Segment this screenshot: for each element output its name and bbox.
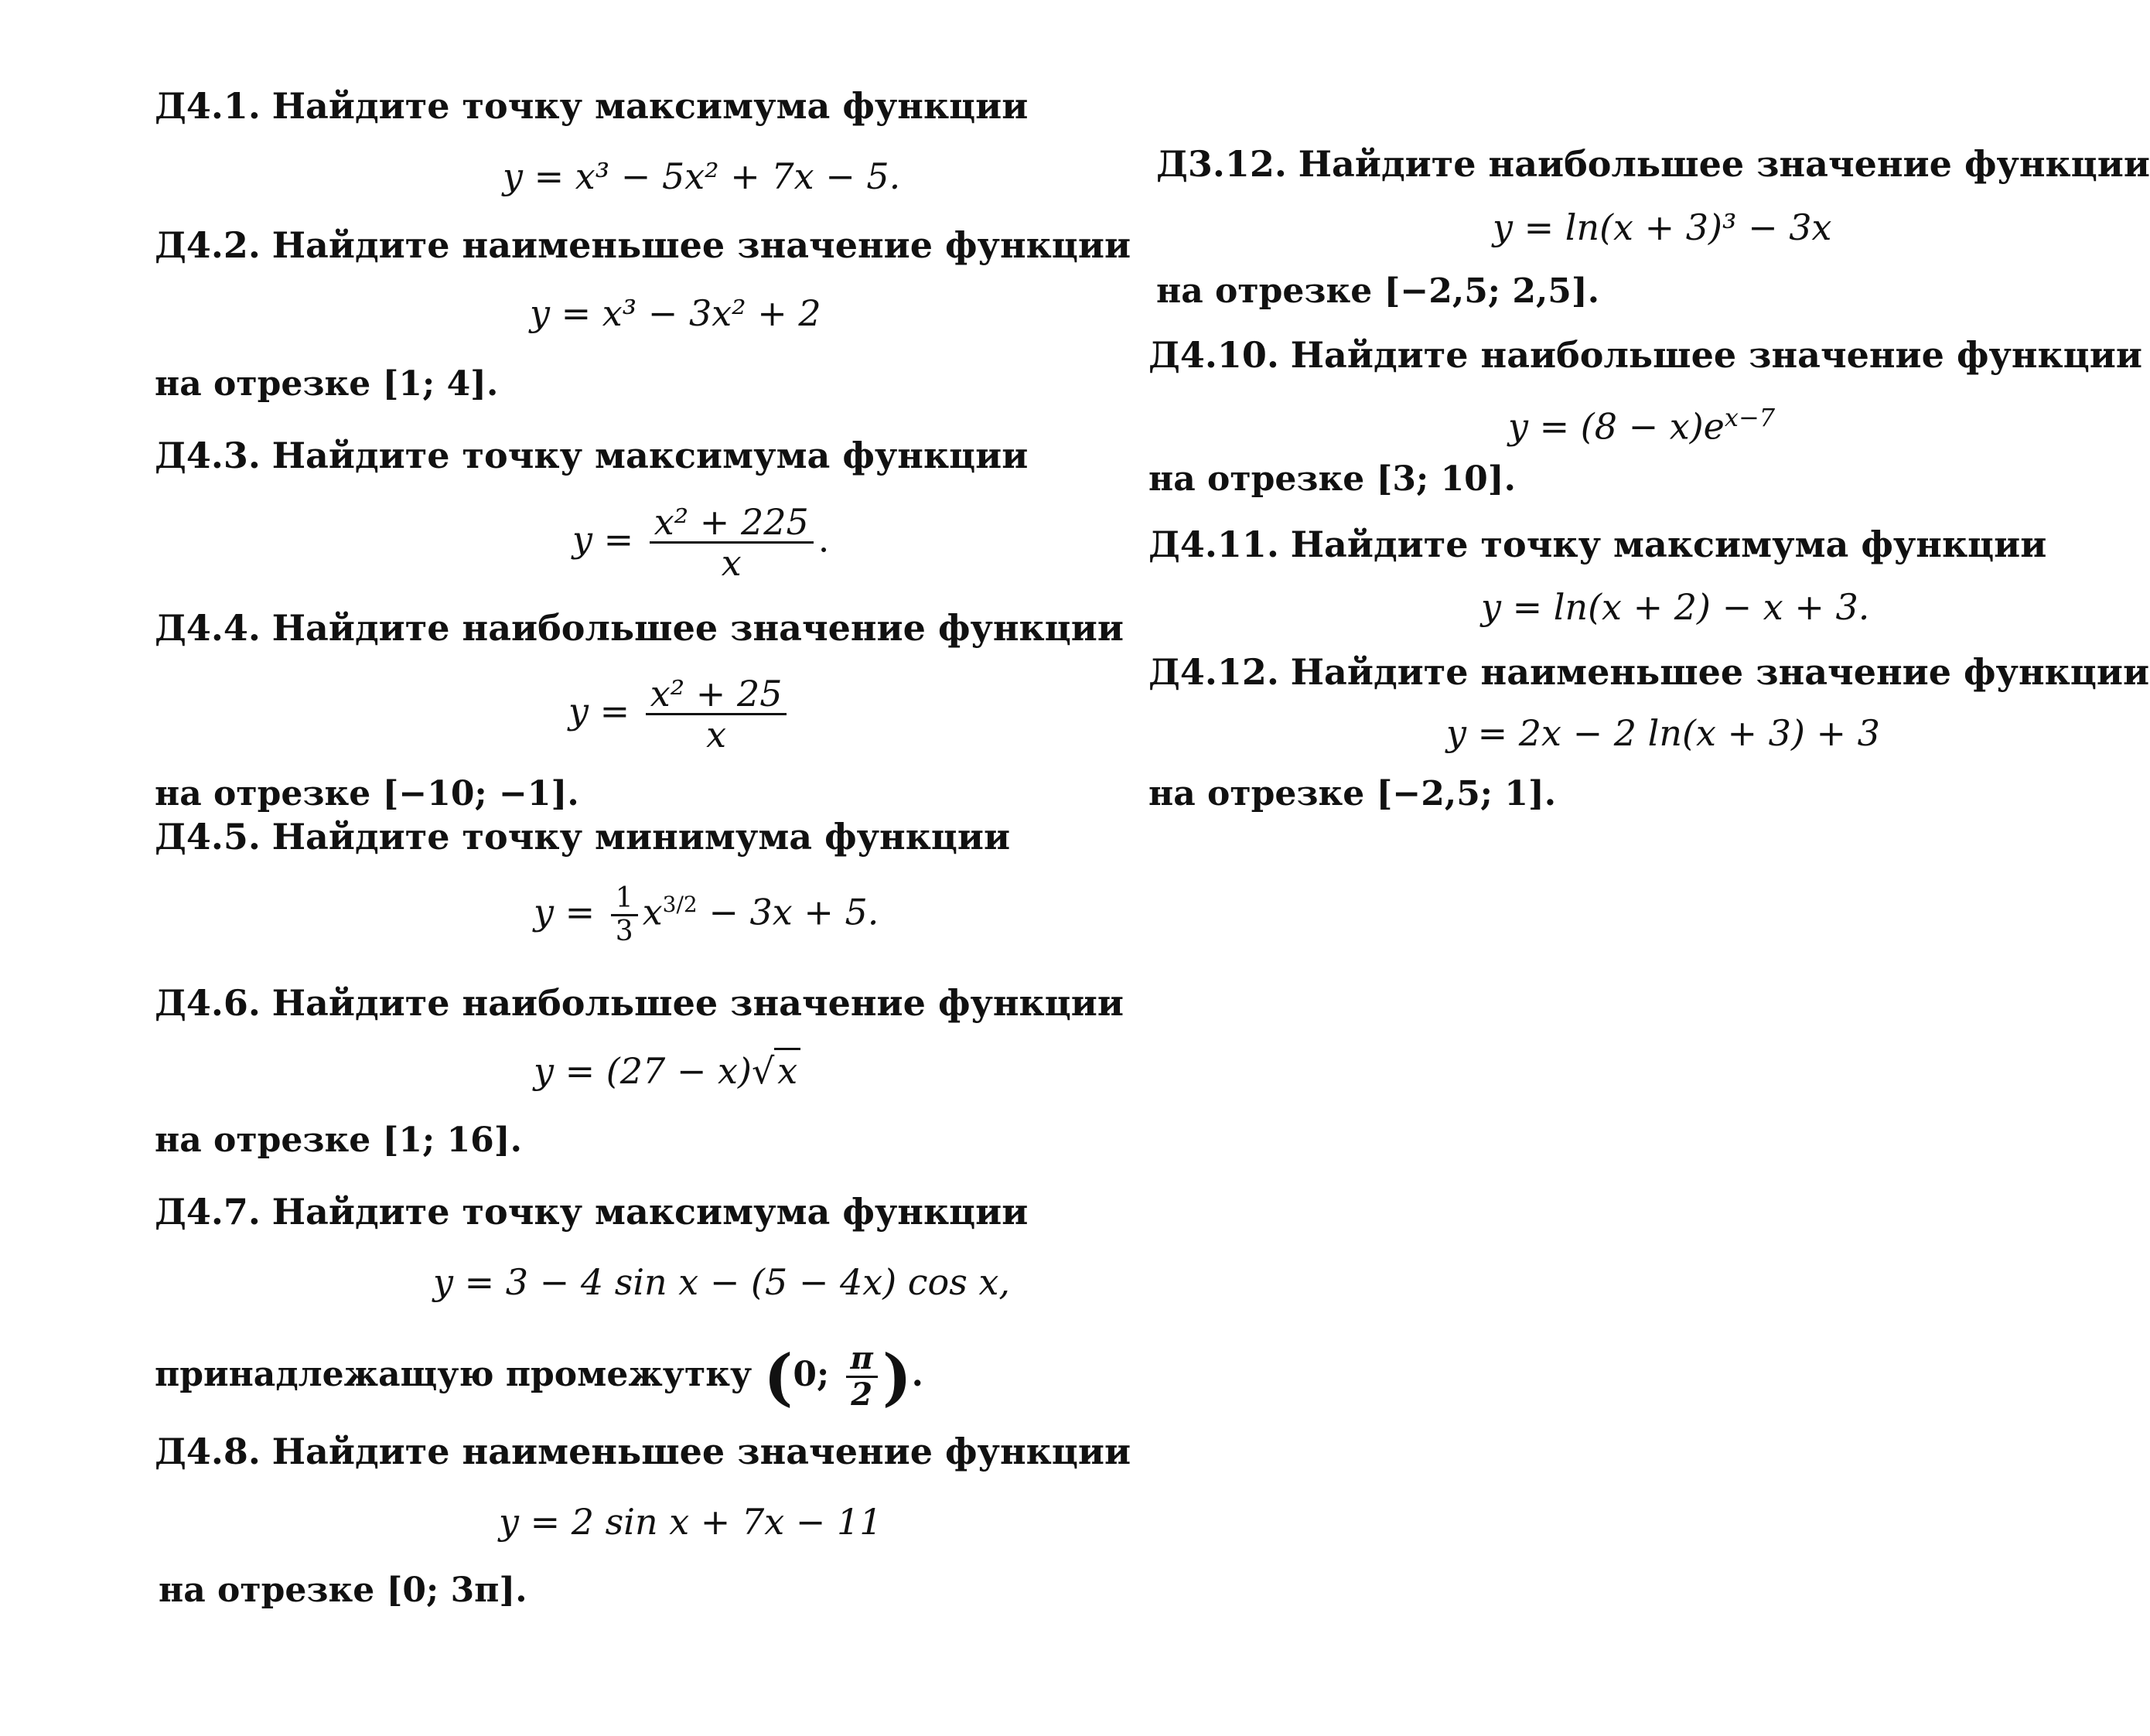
problem-d3-12-range: на отрезке [−2,5; 2,5]. [1156,271,1600,311]
two: 2 [851,1376,873,1413]
problem-d4-4-heading [155,607,1124,649]
problem-d4-4-formula [568,674,791,754]
problem-d4-10-formula [1508,394,1775,449]
fraction-numerator: x² + 225 [650,503,814,544]
interval-left: 0; [793,1355,830,1394]
problem-text: Найдите наибольшее значение функции [1298,143,2150,185]
problem-d4-5-heading [155,816,1010,858]
formula-lhs: y = (27 − x) [534,1050,752,1092]
formula-base: y = (8 − x)e [1508,405,1725,448]
interval-close-paren: ) [882,1340,912,1414]
exponent: 3/2 [662,892,698,917]
problem-d4-10-heading [1148,334,2142,376]
problem-d4-4-range: на отрезке [−10; −1]. [155,774,579,813]
problem-number: Д3.12. [1156,143,1287,185]
problem-d4-7-heading [155,1191,1028,1233]
problem-number: Д4.7. [155,1191,261,1233]
problem-d4-8-formula: y = 2 sin x + 7x − 11 [499,1501,882,1543]
problem-d4-11-formula: y = ln(x + 2) − x + 3. [1481,586,1870,628]
problem-text: Найдите точку максимума функции [1290,524,2047,565]
problem-d4-2-range: на отрезке [1; 4]. [155,364,499,404]
problem-text: Найдите наибольшее значение функции [271,607,1124,649]
problem-d4-8-range: на отрезке [0; 3π]. [159,1571,527,1610]
problem-d4-7-formula: y = 3 − 4 sin x − (5 − 4x) cos x, [433,1261,1011,1303]
problem-number: Д4.1. [155,85,261,127]
fraction-denominator: x [706,714,727,755]
problem-d4-12-range: на отрезке [−2,5; 1]. [1148,774,1557,813]
problem-number: Д4.12. [1148,651,1279,693]
formula-lhs: y = [568,690,630,732]
problem-text: Найдите наибольшее значение функции [1290,334,2142,376]
problem-text: Найдите наименьшее значение функции [271,224,1131,266]
problem-d4-3-formula [572,503,829,582]
formula-lhs: y = [572,518,634,561]
problem-d4-12-formula: y = 2x − 2 ln(x + 3) + 3 [1446,712,1880,754]
problem-text: Найдите наименьшее значение функции [1290,651,2150,693]
pi: π [846,1342,878,1378]
formula-end: . [817,518,830,561]
problem-text: Найдите наибольшее значение функции [271,982,1124,1024]
problem-d4-12-heading [1148,651,2149,693]
fraction [650,503,814,582]
problem-d4-1-formula: y = x³ − 5x² + 7x − 5. [503,155,901,197]
problem-d4-2-heading [155,224,1131,266]
problem-number: Д4.3. [155,435,261,476]
problem-number: Д4.4. [155,607,261,649]
range-text: принадлежащую промежутку [155,1355,752,1394]
problem-number: Д4.5. [155,816,261,858]
problem-d3-12-formula: y = ln(x + 3)³ − 3x [1493,206,1832,248]
problem-text: Найдите точку максимума функции [271,435,1029,476]
problem-number: Д4.10. [1148,334,1279,376]
formula-rest: − 3x + 5. [708,891,879,933]
formula-lhs: y = [534,891,596,933]
formula-exponent: x−7 [1724,403,1776,432]
problem-text: Найдите точку максимума функции [271,1191,1029,1233]
problem-d4-1-heading [155,85,1028,127]
coef-numerator: 1 [611,883,638,916]
coef-denominator: 3 [615,915,633,947]
problem-d4-7-range: принадлежащую промежутку (0; $\frac{\pi}{2}$ ). [155,1340,923,1414]
coefficient-fraction [611,883,638,947]
fraction-numerator: x² + 25 [646,674,787,715]
problem-d4-6-range: на отрезке [1; 16]. [155,1120,522,1160]
problem-d3-12-heading [1156,143,2150,185]
variable: x [642,891,663,933]
fraction [646,674,787,754]
fraction-denominator: x [721,542,742,584]
problem-d4-6-heading [155,982,1124,1024]
problem-number: Д4.11. [1148,524,1279,565]
problem-d4-2-formula: y = x³ − 3x² + 2 [530,292,821,334]
problem-number: Д4.6. [155,982,261,1024]
problem-number: Д4.8. [155,1431,261,1472]
problem-text: Найдите наименьшее значение функции [271,1431,1131,1472]
sqrt-argument: x [774,1048,800,1092]
problem-d4-5-formula [534,882,879,947]
problem-text: Найдите точку максимума функции [271,85,1029,127]
problem-d4-6-formula [534,1048,800,1094]
problem-d4-8-heading [155,1431,1131,1472]
problem-text: Найдите точку минимума функции [271,816,1011,858]
problem-d4-10-range: на отрезке [3; 10]. [1148,459,1516,499]
sqrt-sign: √ [751,1050,775,1092]
problem-number: Д4.2. [155,224,261,266]
pi-over-two [846,1342,878,1412]
problem-d4-11-heading [1148,524,2046,565]
interval-open-paren: ( [763,1340,793,1414]
problem-d4-3-heading [155,435,1028,476]
